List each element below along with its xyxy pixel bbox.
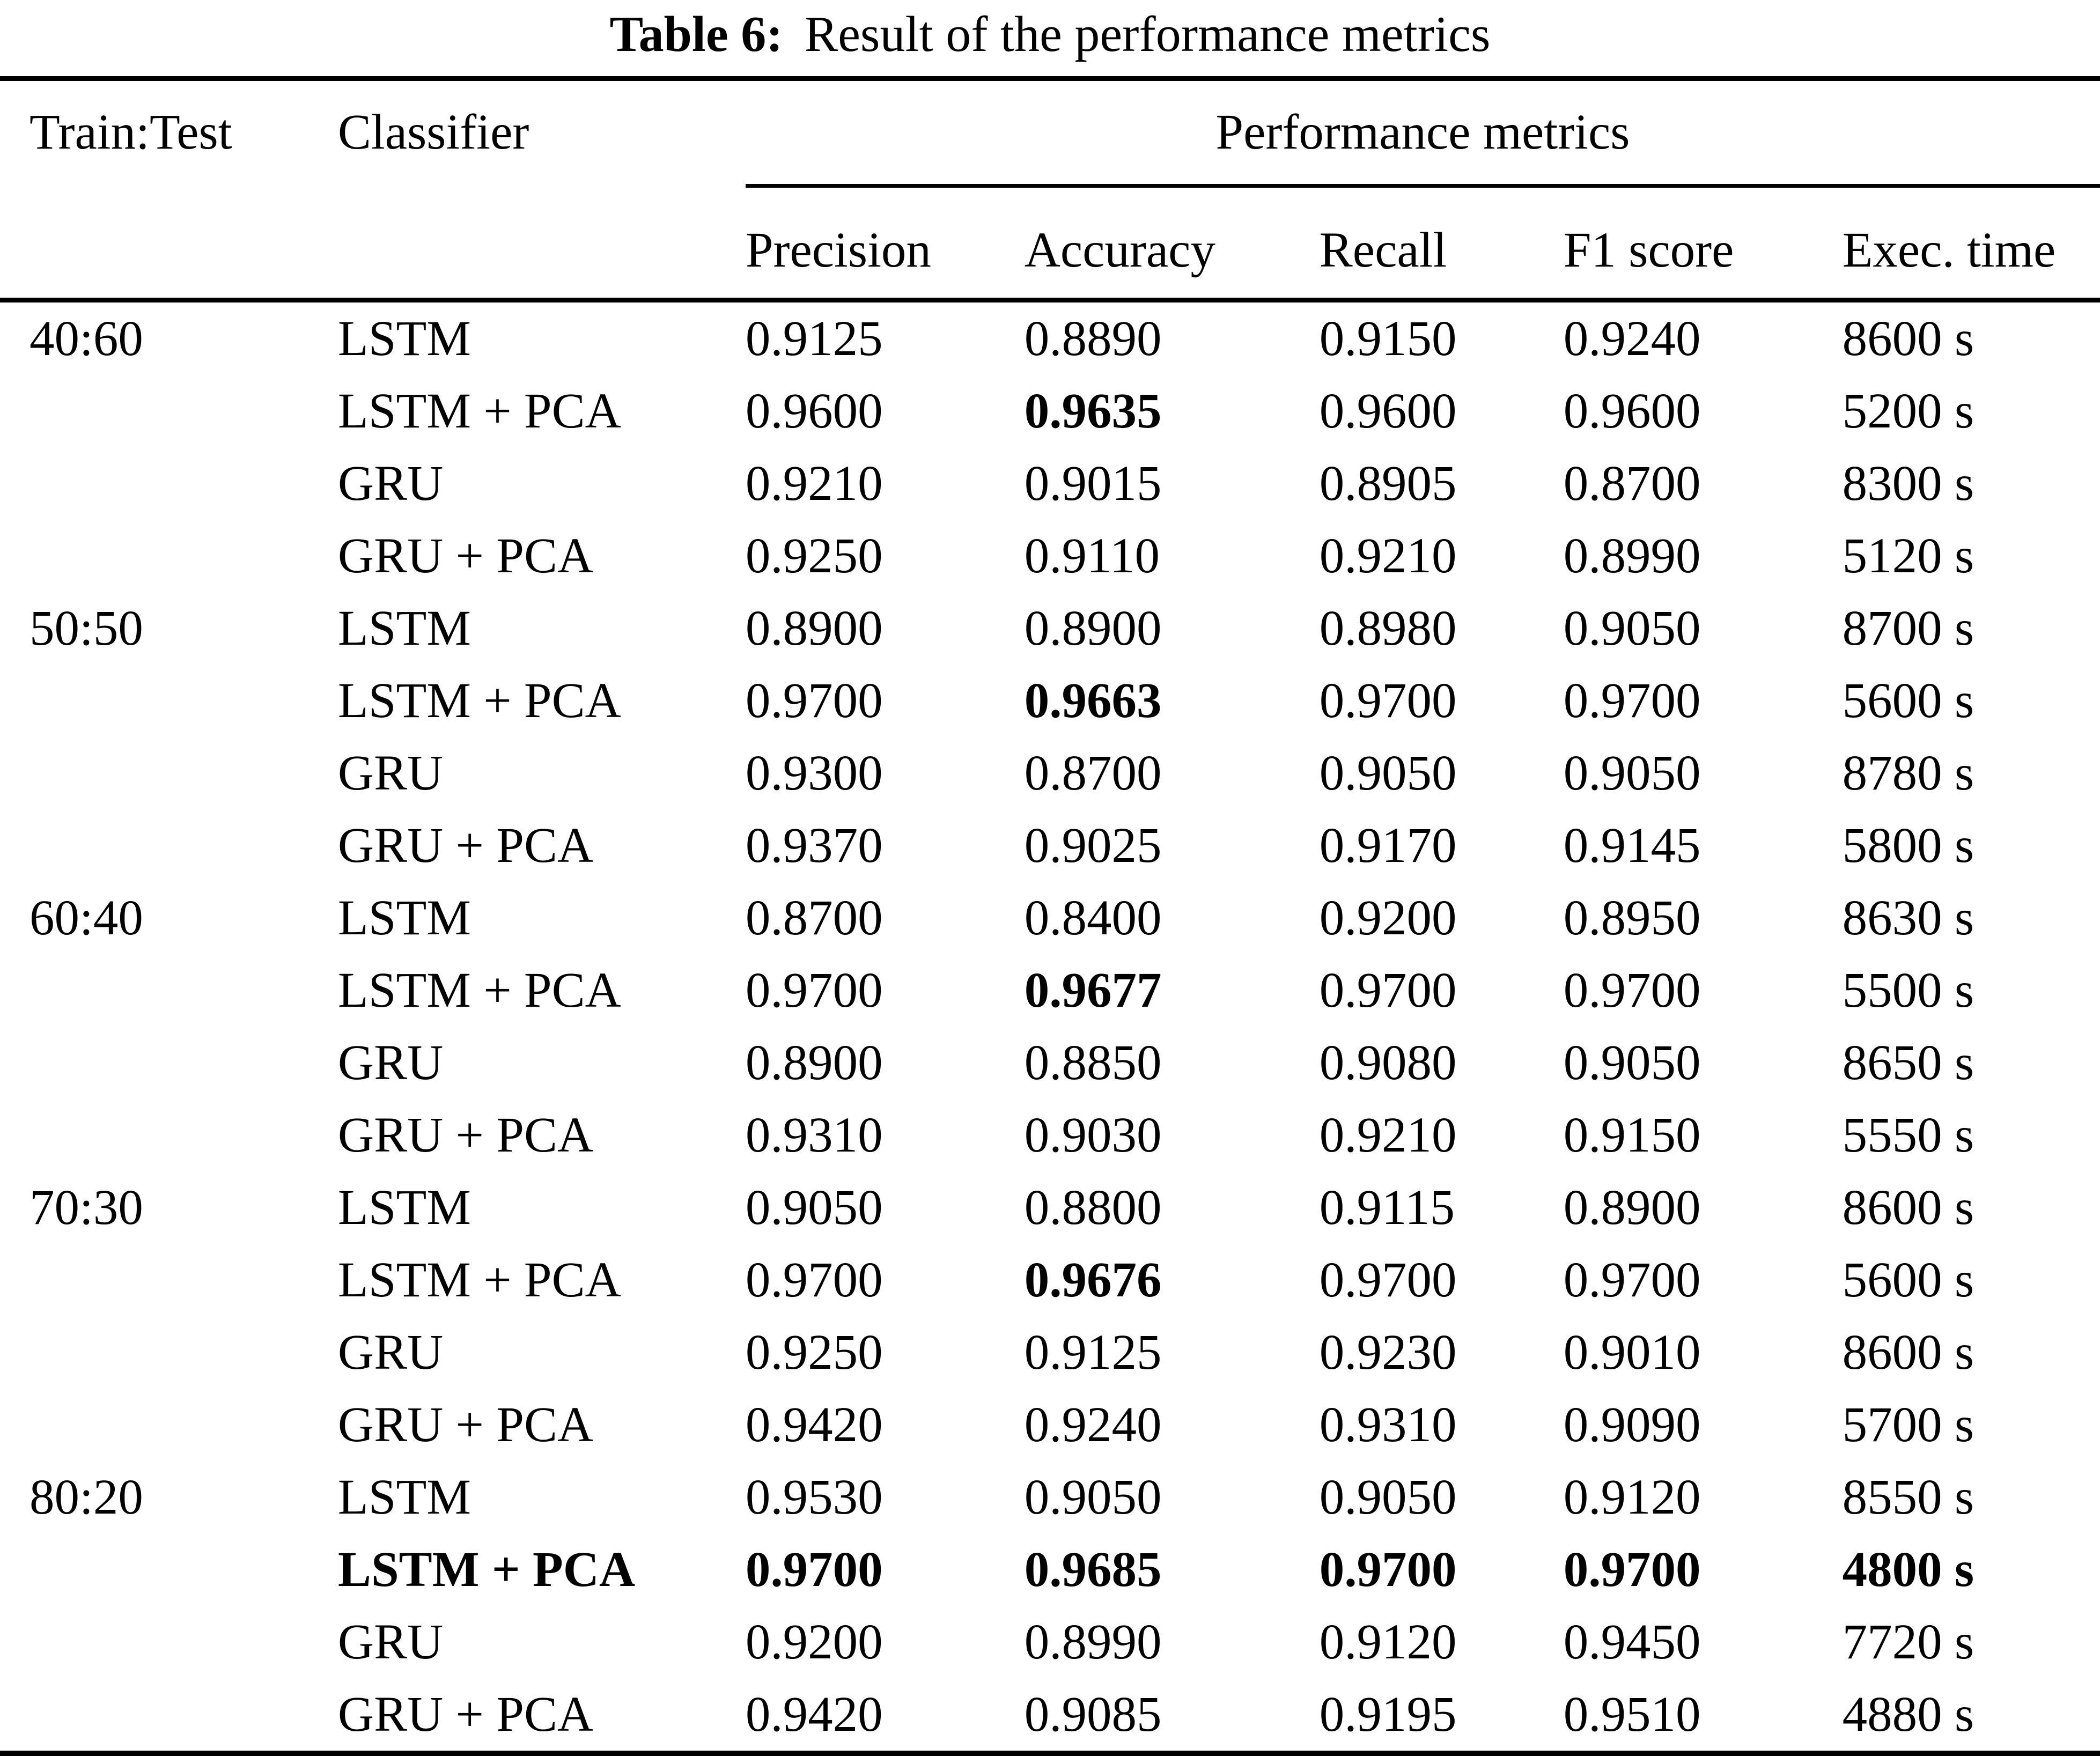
cell-accuracy: 0.9677 [1024, 963, 1162, 1018]
cell-exec-time: 5800 s [1842, 818, 1974, 873]
cell-recall: 0.9210 [1319, 1108, 1457, 1163]
cell-accuracy: 0.8900 [1024, 601, 1162, 656]
cell-accuracy: 0.8800 [1024, 1180, 1162, 1235]
table-caption-text: Result of the performance metrics [804, 6, 1491, 62]
cell-recall: 0.9170 [1319, 818, 1457, 873]
cell-recall: 0.9700 [1319, 1252, 1457, 1308]
cell-f1-score: 0.9010 [1563, 1325, 1701, 1380]
cell-exec-time: 5200 s [1842, 383, 1974, 439]
cell-recall: 0.8980 [1319, 601, 1457, 656]
table-row [0, 1461, 2100, 1533]
cell-f1-score: 0.9600 [1563, 383, 1701, 439]
header-accuracy: Accuracy [1024, 223, 1215, 278]
table-header [0, 79, 2100, 300]
cell-recall: 0.9120 [1319, 1614, 1457, 1670]
cell-f1-score: 0.9050 [1563, 1035, 1701, 1090]
performance-metrics-table [0, 76, 2100, 1756]
header-train-test: Train:Test [30, 105, 232, 160]
table-row [0, 1099, 2100, 1171]
cell-train-test: 60:40 [30, 890, 143, 946]
cell-train-test [0, 665, 338, 737]
cell-accuracy: 0.9663 [1024, 673, 1162, 728]
cell-precision: 0.9300 [745, 746, 883, 801]
cell-recall: 0.9700 [1319, 673, 1457, 728]
table-row [0, 592, 2100, 665]
cell-recall: 0.9210 [1319, 528, 1457, 584]
cell-recall: 0.9195 [1319, 1687, 1457, 1742]
cell-exec-time: 8780 s [1842, 746, 1974, 801]
table-row [0, 1678, 2100, 1753]
cell-precision: 0.9125 [745, 311, 883, 366]
cell-precision: 0.8900 [745, 1035, 883, 1090]
cell-classifier: GRU + PCA [337, 1687, 594, 1742]
cell-classifier: GRU + PCA [337, 1397, 594, 1452]
cell-accuracy: 0.9015 [1024, 456, 1162, 511]
cell-recall: 0.9700 [1319, 963, 1457, 1018]
cell-accuracy: 0.9685 [1024, 1542, 1162, 1597]
cell-exec-time: 5500 s [1842, 963, 1974, 1018]
cell-classifier: GRU + PCA [337, 818, 594, 873]
cell-recall: 0.8905 [1319, 456, 1457, 511]
cell-exec-time: 8630 s [1842, 890, 1974, 946]
table-row [0, 1606, 2100, 1678]
cell-exec-time: 8300 s [1842, 456, 1974, 511]
cell-f1-score: 0.8950 [1563, 890, 1701, 946]
cell-accuracy: 0.8700 [1024, 746, 1162, 801]
cell-precision: 0.9700 [745, 1252, 883, 1308]
cell-train-test [0, 447, 338, 520]
header-exec-time: Exec. time [1842, 223, 2056, 278]
table-row [0, 1171, 2100, 1244]
cell-precision: 0.8900 [745, 601, 883, 656]
cell-f1-score: 0.9145 [1563, 818, 1701, 873]
cell-exec-time: 5600 s [1842, 673, 1974, 728]
cell-exec-time: 8650 s [1842, 1035, 1974, 1090]
cell-exec-time: 4800 s [1842, 1542, 1974, 1597]
cell-accuracy: 0.8990 [1024, 1614, 1162, 1670]
cell-classifier: LSTM [337, 601, 471, 656]
cell-precision: 0.9370 [745, 818, 883, 873]
cell-recall: 0.9230 [1319, 1325, 1457, 1380]
table-row [0, 737, 2100, 809]
cell-f1-score: 0.8900 [1563, 1180, 1701, 1235]
cell-exec-time: 5550 s [1842, 1108, 1974, 1163]
cell-train-test [0, 737, 338, 809]
cell-f1-score: 0.9150 [1563, 1108, 1701, 1163]
table-row [0, 1389, 2100, 1461]
cell-accuracy: 0.8890 [1024, 311, 1162, 366]
cell-accuracy: 0.9125 [1024, 1325, 1162, 1380]
cell-accuracy: 0.9030 [1024, 1108, 1162, 1163]
cell-exec-time: 8600 s [1842, 1180, 1974, 1235]
cell-recall: 0.9700 [1319, 1542, 1457, 1597]
cell-recall: 0.9150 [1319, 311, 1457, 366]
cell-train-test [0, 809, 338, 882]
table-row [0, 375, 2100, 447]
cell-classifier: LSTM + PCA [337, 963, 621, 1018]
cell-train-test [0, 520, 338, 592]
table-caption [0, 0, 2100, 76]
cell-f1-score: 0.9510 [1563, 1687, 1701, 1742]
cell-precision: 0.9250 [745, 528, 883, 584]
cell-accuracy: 0.9085 [1024, 1687, 1162, 1742]
cell-precision: 0.9250 [745, 1325, 883, 1380]
cell-classifier: LSTM + PCA [337, 673, 621, 728]
cell-train-test [0, 954, 338, 1027]
cell-accuracy: 0.8400 [1024, 890, 1162, 946]
cell-exec-time: 8700 s [1842, 601, 1974, 656]
cell-accuracy: 0.8850 [1024, 1035, 1162, 1090]
cell-exec-time: 4880 s [1842, 1687, 1974, 1742]
cell-accuracy: 0.9110 [1024, 528, 1160, 584]
cell-classifier: LSTM [337, 1180, 471, 1235]
table-row [0, 665, 2100, 737]
cell-classifier: GRU [337, 1325, 444, 1380]
header-f1-score: F1 score [1563, 223, 1734, 278]
table-row [0, 882, 2100, 954]
cell-train-test [0, 1316, 338, 1389]
cell-recall: 0.9115 [1319, 1180, 1455, 1235]
cell-accuracy: 0.9635 [1024, 383, 1162, 439]
table-caption-label: Table 6: [609, 6, 783, 62]
table-row [0, 1533, 2100, 1606]
cell-f1-score: 0.9700 [1563, 963, 1701, 1018]
table-row [0, 1244, 2100, 1316]
cell-classifier: LSTM + PCA [337, 1252, 621, 1308]
table-row [0, 1027, 2100, 1099]
cell-accuracy: 0.9025 [1024, 818, 1162, 873]
cell-f1-score: 0.9050 [1563, 601, 1701, 656]
cell-precision: 0.9600 [745, 383, 883, 439]
table-row [0, 809, 2100, 882]
cell-exec-time: 7720 s [1842, 1614, 1974, 1670]
cell-classifier: GRU [337, 1614, 444, 1670]
cell-train-test [0, 1678, 338, 1753]
table-row [0, 447, 2100, 520]
cell-exec-time: 5700 s [1842, 1397, 1974, 1452]
cell-train-test: 80:20 [30, 1470, 143, 1525]
cell-precision: 0.9420 [745, 1397, 883, 1452]
cell-precision: 0.8700 [745, 890, 883, 946]
cell-precision: 0.9700 [745, 673, 883, 728]
cell-f1-score: 0.9240 [1563, 311, 1701, 366]
cell-exec-time: 5600 s [1842, 1252, 1974, 1308]
cell-classifier: GRU [337, 456, 444, 511]
header-recall: Recall [1319, 223, 1447, 278]
cell-classifier: GRU [337, 1035, 444, 1090]
cell-exec-time: 5120 s [1842, 528, 1974, 584]
cell-recall: 0.9080 [1319, 1035, 1457, 1090]
cell-precision: 0.9700 [745, 963, 883, 1018]
cell-precision: 0.9700 [745, 1542, 883, 1597]
cell-train-test [0, 1606, 338, 1678]
cell-accuracy: 0.9676 [1024, 1252, 1162, 1308]
cell-train-test [0, 1244, 338, 1316]
cell-precision: 0.9200 [745, 1614, 883, 1670]
cell-recall: 0.9600 [1319, 383, 1457, 439]
cell-classifier: LSTM [337, 890, 471, 946]
cell-classifier: GRU + PCA [337, 528, 594, 584]
cell-accuracy: 0.9050 [1024, 1470, 1162, 1525]
header-classifier: Classifier [337, 105, 529, 160]
cell-precision: 0.9050 [745, 1180, 883, 1235]
cell-f1-score: 0.9700 [1563, 673, 1701, 728]
cell-f1-score: 0.9700 [1563, 1252, 1701, 1308]
cell-recall: 0.9050 [1319, 1470, 1457, 1525]
cell-recall: 0.9310 [1319, 1397, 1457, 1452]
header-precision: Precision [745, 223, 931, 278]
cell-train-test [0, 1099, 338, 1171]
table-row [0, 300, 2100, 375]
cell-exec-time: 8600 s [1842, 311, 1974, 366]
cell-f1-score: 0.8700 [1563, 456, 1701, 511]
cell-classifier: LSTM + PCA [337, 1542, 636, 1597]
table-row [0, 954, 2100, 1027]
table-row [0, 520, 2100, 592]
header-performance-metrics: Performance metrics [746, 79, 2100, 186]
cell-classifier: GRU [337, 746, 444, 801]
cell-classifier: LSTM [337, 311, 471, 366]
cell-classifier: LSTM + PCA [337, 383, 621, 439]
cell-precision: 0.9310 [745, 1108, 883, 1163]
cell-f1-score: 0.9700 [1563, 1542, 1701, 1597]
header-row-group [0, 79, 2100, 186]
cell-train-test: 70:30 [30, 1180, 143, 1235]
cell-recall: 0.9050 [1319, 746, 1457, 801]
cell-precision: 0.9210 [745, 456, 883, 511]
cell-f1-score: 0.8990 [1563, 528, 1701, 584]
cell-precision: 0.9530 [745, 1470, 883, 1525]
cell-train-test [0, 1533, 338, 1606]
cell-f1-score: 0.9050 [1563, 746, 1701, 801]
cell-precision: 0.9420 [745, 1687, 883, 1742]
cell-classifier: LSTM [337, 1470, 471, 1525]
cell-train-test [0, 1027, 338, 1099]
cell-train-test: 50:50 [30, 601, 143, 656]
table-row [0, 1316, 2100, 1389]
cell-f1-score: 0.9120 [1563, 1470, 1701, 1525]
cell-train-test [0, 375, 338, 447]
cell-train-test: 40:60 [30, 311, 143, 366]
cell-f1-score: 0.9450 [1563, 1614, 1701, 1670]
cell-recall: 0.9200 [1319, 890, 1457, 946]
cell-accuracy: 0.9240 [1024, 1397, 1162, 1452]
cell-f1-score: 0.9090 [1563, 1397, 1701, 1452]
cell-train-test [0, 1389, 338, 1461]
cell-classifier: GRU + PCA [337, 1108, 594, 1163]
cell-exec-time: 8600 s [1842, 1325, 1974, 1380]
table-body [0, 300, 2100, 1754]
cell-exec-time: 8550 s [1842, 1470, 1974, 1525]
